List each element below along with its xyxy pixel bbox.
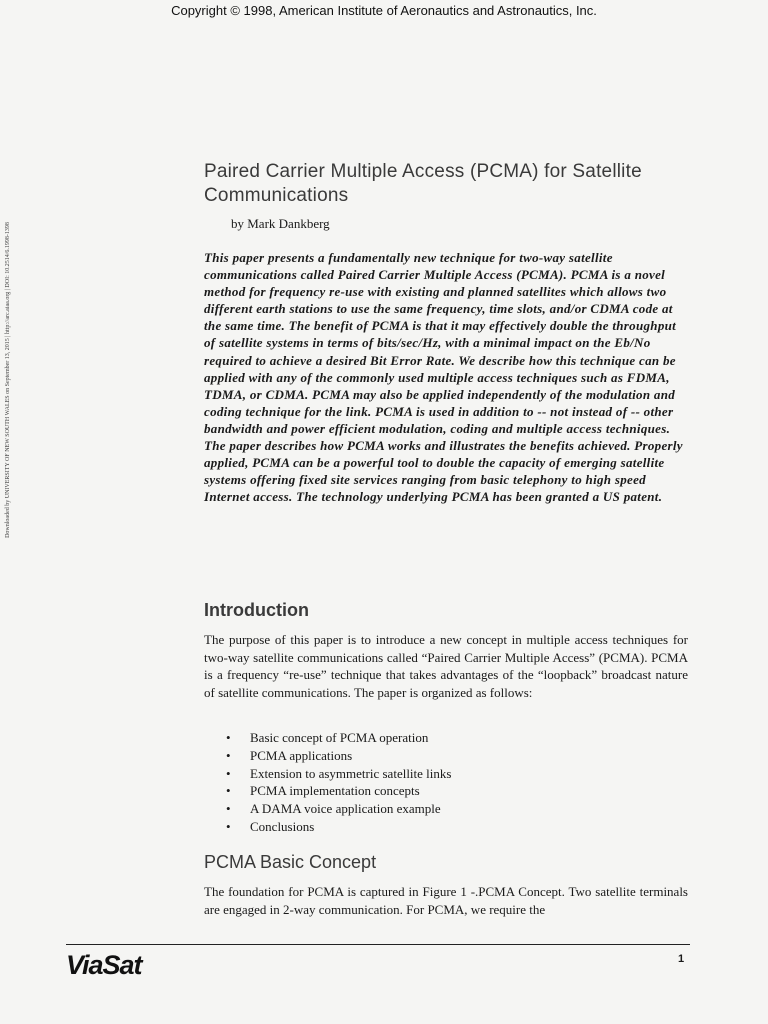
download-watermark: Downloaded by UNIVERSITY OF NEW SOUTH WALES on September 13, 2015 | http://arc.aiaa.org | DOI: 10.2514/6.1998-1398 (5, 222, 11, 538)
viasat-logo: ViaSat (66, 950, 142, 980)
introduction-heading: Introduction (204, 600, 309, 620)
bullet-icon: • (226, 747, 231, 763)
list-item: • Extension to asymmetric satellite links (226, 765, 452, 781)
copyright-notice: Copyright © 1998, American Institute of Aeronautics and Astronautics, Inc. (171, 3, 597, 18)
basic-concept-paragraph: The foundation for PCMA is captured in Figure 1 -.PCMA Concept. Two satellite terminals are engaged in 2-way communication. For PCMA, we require the (204, 884, 688, 917)
bullet-icon: • (226, 783, 231, 799)
page-number: 1 (678, 953, 685, 965)
author-line: by Mark Dankberg (231, 216, 330, 231)
bullet-icon: • (226, 730, 231, 745)
footer-divider (66, 944, 690, 945)
outline-list (220, 729, 451, 836)
bullet-icon: • (226, 765, 231, 781)
introduction-paragraph: The purpose of this paper is to introduce a new concept in multiple access techniques for two-way satellite communications called “Paired Carrier Multiple Access” (PCMA). PCMA is a frequency “re-use” technique that takes advantages of the “loopback” broadcast nature of satellite communications. The paper is organized as follows: (204, 632, 688, 700)
list-item: • PCMA implementation concepts (226, 783, 420, 799)
paper-title: Paired Carrier Multiple Access (PCMA) for Satellite Communications (204, 161, 642, 206)
bullet-icon: • (226, 801, 231, 817)
bullet-icon: • (226, 818, 231, 834)
abstract: This paper presents a fundamentally new technique for two-way satellite communications called Paired Carrier Multiple Access (PCMA). PCMA is a novel method for frequency re-use with existing and planned satellites which allows two different earth stations to use the same frequency, time slots, and/or CDMA code at the same time. The benefit of PCMA is that it may effectively double the throughput of satellite systems in terms of bits/sec/Hz, with a minimal impact on the Eb/No required to achieve a desired Bit Error Rate. We describe how this technique can be applied with any of the commonly used multiple access techniques such as FDMA, TDMA, or CDMA. PCMA may also be applied independently of the modulation and coding technique for the link. PCMA is used in addition to -- not instead of -- other bandwidth and power efficient modulation, coding and multiple access techniques. The paper describes how PCMA works and illustrates the benefits achieved. Properly applied, PCMA can be a powerful tool to double the capacity of emerging satellite systems offering fixed site services ranging from basic telephony to high speed Internet access. The technology underlying PCMA has been granted a US patent. (204, 250, 683, 505)
list-item: • Basic concept of PCMA operation (226, 730, 429, 745)
list-item: • Conclusions (226, 818, 315, 834)
basic-concept-heading: PCMA Basic Concept (204, 852, 377, 872)
list-item: • A DAMA voice application example (226, 801, 441, 817)
list-item: • PCMA applications (226, 747, 353, 763)
